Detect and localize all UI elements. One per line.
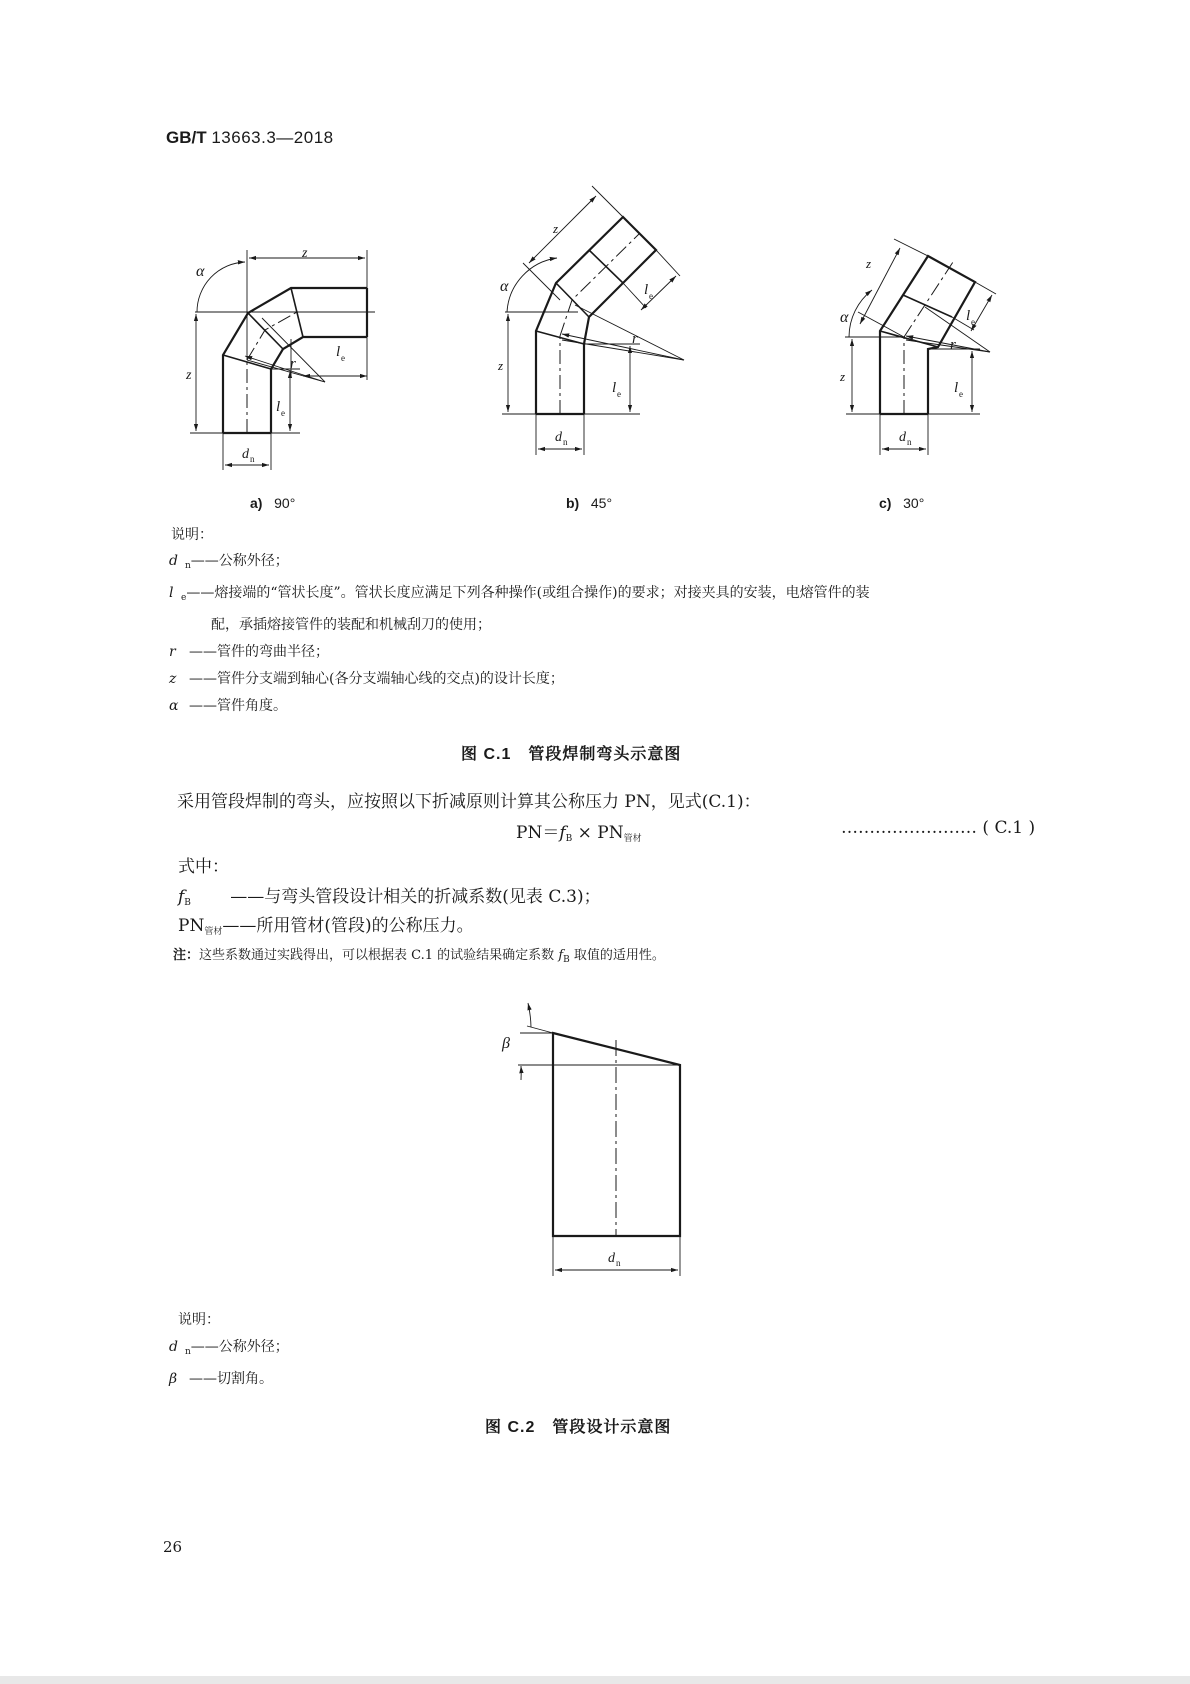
subfigure-a-letter: a) [250,495,263,511]
le-subscript: e [649,291,653,301]
dn-label: d [242,447,249,462]
subfigure-a-caption [250,495,295,511]
pipe-segment-drawing [518,1003,680,1276]
subfigure-c-caption [879,495,924,511]
legend-text: ——管件的弯曲半径； [189,644,329,660]
subfigure-c-letter: c) [879,495,892,511]
figure-c1-title: 图 C.1 管段焊制弯头示意图 [461,746,682,763]
formula-f-subscript: B [565,834,573,844]
note-text-end: 取值的适用性。 [573,948,665,963]
legend-item-le-continued: 配，承插熔接管件的装配和机械刮刀的使用； [211,617,491,633]
le-label: l [612,380,617,396]
dn-subscript: n [563,437,568,447]
where-label: 式中： [178,857,229,877]
definition-text: ——与弯头管段设计相关的折减系数(见表 C.3)； [230,887,601,907]
le-label: l [276,399,281,415]
r-label: r [290,356,296,372]
subfigure-b-angle: 45° [590,495,613,511]
legend-item-z [169,666,870,693]
formula-lhs: PN＝ [516,823,560,843]
le-subscript: e [281,408,285,418]
legend-symbol: z [169,671,177,687]
r-label: r [950,337,956,353]
dn-label: d [899,430,906,445]
note-subscript: B [563,955,570,965]
r-label: r [632,331,638,347]
formula [516,818,642,844]
definition-fb [178,882,601,908]
formula-dots: …………………… [841,818,977,838]
note [173,944,665,965]
legend-text: ——管件分支端到轴心(各分支端轴心线的交点)的设计长度； [189,671,564,687]
legend-symbol: d [169,1339,178,1355]
page-number: 26 [163,1538,183,1556]
definition-text: ——所用管材(管段)的公称压力。 [222,916,474,936]
z-label: z [186,368,192,383]
legend-title: 说明： [171,527,213,543]
subfigure-c-angle: 30° [903,495,925,511]
legend-item-le [169,580,870,612]
z-label: z [498,358,504,373]
legend-symbol: d [169,553,178,569]
legend-symbol: α [169,698,179,714]
formula-f: f [559,823,566,843]
dn-subscript: n [907,437,912,447]
alpha-label: α [840,309,849,326]
legend-subscript: e [181,593,187,603]
le-subscript: e [971,317,975,327]
definition-subscript: B [184,898,191,908]
subfigure-b-letter: b) [566,495,580,511]
pipe-segment-labels [501,1035,621,1268]
legend-item-dn [169,548,870,580]
figure-c2-legend [169,1334,289,1393]
legend-symbol: β [169,1371,178,1387]
subfigure-b-caption [566,495,612,511]
definition-pn [178,911,474,937]
z-label: z [840,369,846,384]
formula-leader [841,818,1035,838]
intro-paragraph: 采用管段焊制的弯头，应按照以下折减原则计算其公称压力 PN，见式(C.1)： [177,792,761,812]
legend-item-beta [169,1366,289,1393]
elbow-45-drawing [502,186,684,455]
z-label: z [553,221,559,236]
z-label: z [866,256,872,271]
legend-symbol: l [169,585,174,601]
note-label: 注： [173,947,200,962]
note-text: 这些系数通过实践得出，可以根据表 C.1 的试验结果确定系数 [199,948,555,963]
legend-symbol: r [169,644,176,660]
subfigure-a-angle: 90° [274,495,296,511]
note-symbol: f [558,948,564,963]
legend-text: ——公称外径； [190,553,289,569]
alpha-label: α [196,263,205,280]
le-label: l [336,344,341,360]
standard-number: 13663.3—2018 [211,128,334,147]
legend-item-alpha [169,693,870,720]
le-subscript: e [959,389,963,399]
formula-operator: × PN [572,823,624,843]
z-label: z [302,246,308,261]
elbow-90-drawing [190,250,375,470]
dn-label: d [608,1251,615,1266]
bottom-edge [0,1676,1190,1684]
le-subscript: e [617,389,621,399]
standard-prefix: GB/T [166,128,207,147]
legend-subscript: n [185,1347,191,1357]
definition-symbol: PN [178,916,205,936]
le-label: l [644,282,649,298]
elbow-30-labels [839,256,975,447]
definition-subscript: 管材 [204,927,223,937]
le-label: l [954,380,959,396]
formula-pn-subscript: 管材 [623,834,642,844]
alpha-label: α [500,278,509,295]
formula-number: ( C.1 ) [982,818,1036,838]
legend-text: ——管件角度。 [189,698,287,714]
legend-text: ——切割角。 [189,1371,273,1387]
legend-item-dn [169,1334,289,1366]
legend-text: ——熔接端的“管状长度”。管状长度应满足下列各种操作(或组合操作)的要求；对接夹具的安装，电熔管件的装 [186,585,870,601]
le-subscript: e [341,353,345,363]
elbow-90-labels [185,246,345,464]
dn-label: d [555,430,562,445]
dn-subscript: n [250,454,255,464]
beta-label: β [502,1035,510,1052]
legend-text: ——公称外径； [190,1339,289,1355]
legend-item-r [169,639,870,666]
legend-title: 说明： [178,1312,220,1328]
dn-subscript: n [616,1258,621,1268]
definition-symbol: f [178,887,185,907]
le-label: l [966,308,971,324]
figure-c2-title: 图 C.2 管段设计示意图 [485,1419,672,1436]
figure-c1-legend [169,548,870,720]
legend-subscript: n [185,561,191,571]
elbow-30-drawing [845,239,996,455]
